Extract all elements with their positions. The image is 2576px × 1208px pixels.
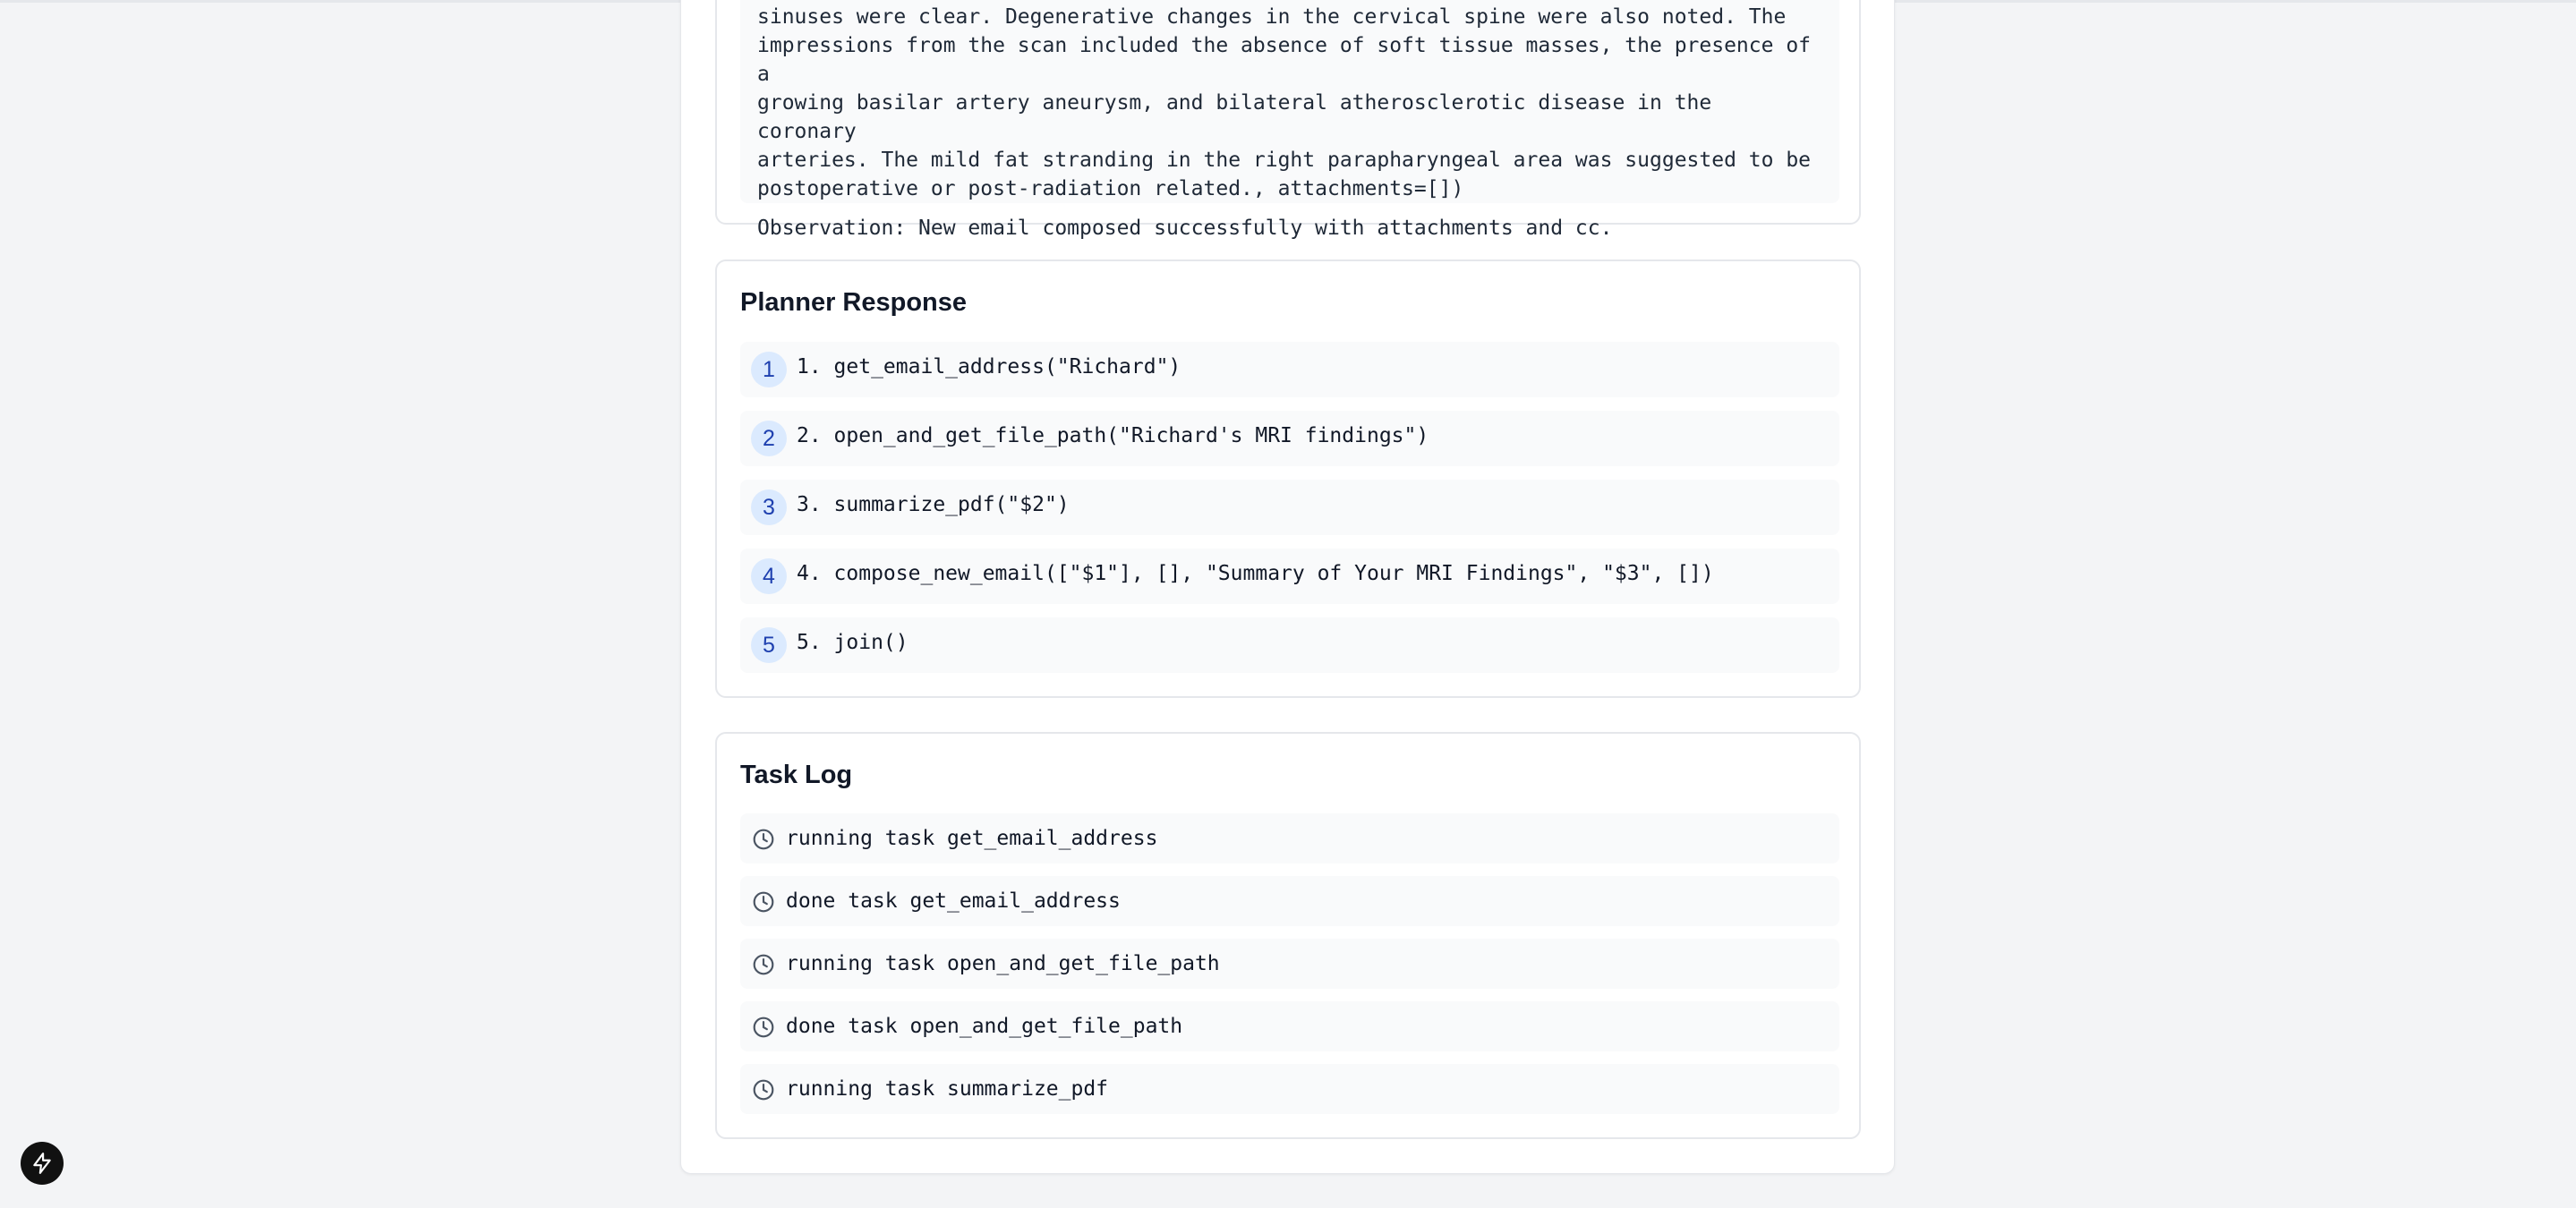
planner-response-title: Planner Response	[740, 288, 968, 317]
task-log-text: running task summarize_pdf	[786, 1077, 1109, 1101]
task-log-entry	[740, 1064, 1839, 1114]
planner-step	[740, 342, 1839, 397]
task-log-text: running task get_email_address	[786, 827, 1158, 850]
floating-action-button[interactable]	[21, 1142, 64, 1185]
planner-step	[740, 480, 1839, 535]
planner-step	[740, 617, 1839, 673]
observation-body	[740, 0, 1839, 240]
bolt-icon	[30, 1152, 54, 1175]
observation-result: Observation: New email composed successfully with attachments and cc.	[757, 217, 1613, 240]
task-log-entry	[740, 813, 1839, 863]
task-log-title: Task Log	[740, 761, 853, 789]
step-number-badge: 1	[751, 352, 787, 387]
task-log-text: done task open_and_get_file_path	[786, 1015, 1183, 1038]
clock-icon	[752, 890, 775, 914]
planner-response-card	[715, 259, 1861, 698]
page-container	[680, 0, 1895, 1174]
step-text: 4. compose_new_email(["$1"], [], "Summary of Your MRI Findings", "$3", [])	[797, 562, 1714, 585]
task-log-card	[715, 732, 1861, 1139]
clock-icon	[752, 953, 775, 976]
step-number-badge: 5	[751, 627, 787, 663]
step-number-badge: 3	[751, 489, 787, 525]
clock-icon	[752, 828, 775, 851]
observation-card	[715, 0, 1861, 240]
step-text: 3. summarize_pdf("$2")	[797, 493, 1070, 516]
step-text: 5. join()	[797, 631, 908, 654]
step-text: 1. get_email_address("Richard")	[797, 355, 1181, 379]
task-log-text: running task open_and_get_file_path	[786, 952, 1220, 975]
task-log-entry	[740, 876, 1839, 926]
clock-icon	[752, 1078, 775, 1102]
step-number-badge: 4	[751, 558, 787, 594]
step-text: 2. open_and_get_file_path("Richard's MRI findings")	[797, 424, 1429, 447]
task-log-entry	[740, 939, 1839, 989]
clock-icon	[752, 1016, 775, 1039]
planner-step	[740, 411, 1839, 466]
observation-text: sinuses were clear. Degenerative changes in the cervical spine were also noted. The impressions from the scan included the absence of soft tissue masses, the presence of a growing basilar artery aneurysm, and bilateral atherosclerotic disease in the coronary arteries. The mild fat stranding in the right parapharyngeal area was suggested to be postoperative or post-radiation related., attachments=[])	[757, 5, 1812, 200]
task-log-text: done task get_email_address	[786, 889, 1121, 913]
task-log-entry	[740, 1001, 1839, 1051]
planner-step	[740, 549, 1839, 604]
step-number-badge: 2	[751, 421, 787, 456]
